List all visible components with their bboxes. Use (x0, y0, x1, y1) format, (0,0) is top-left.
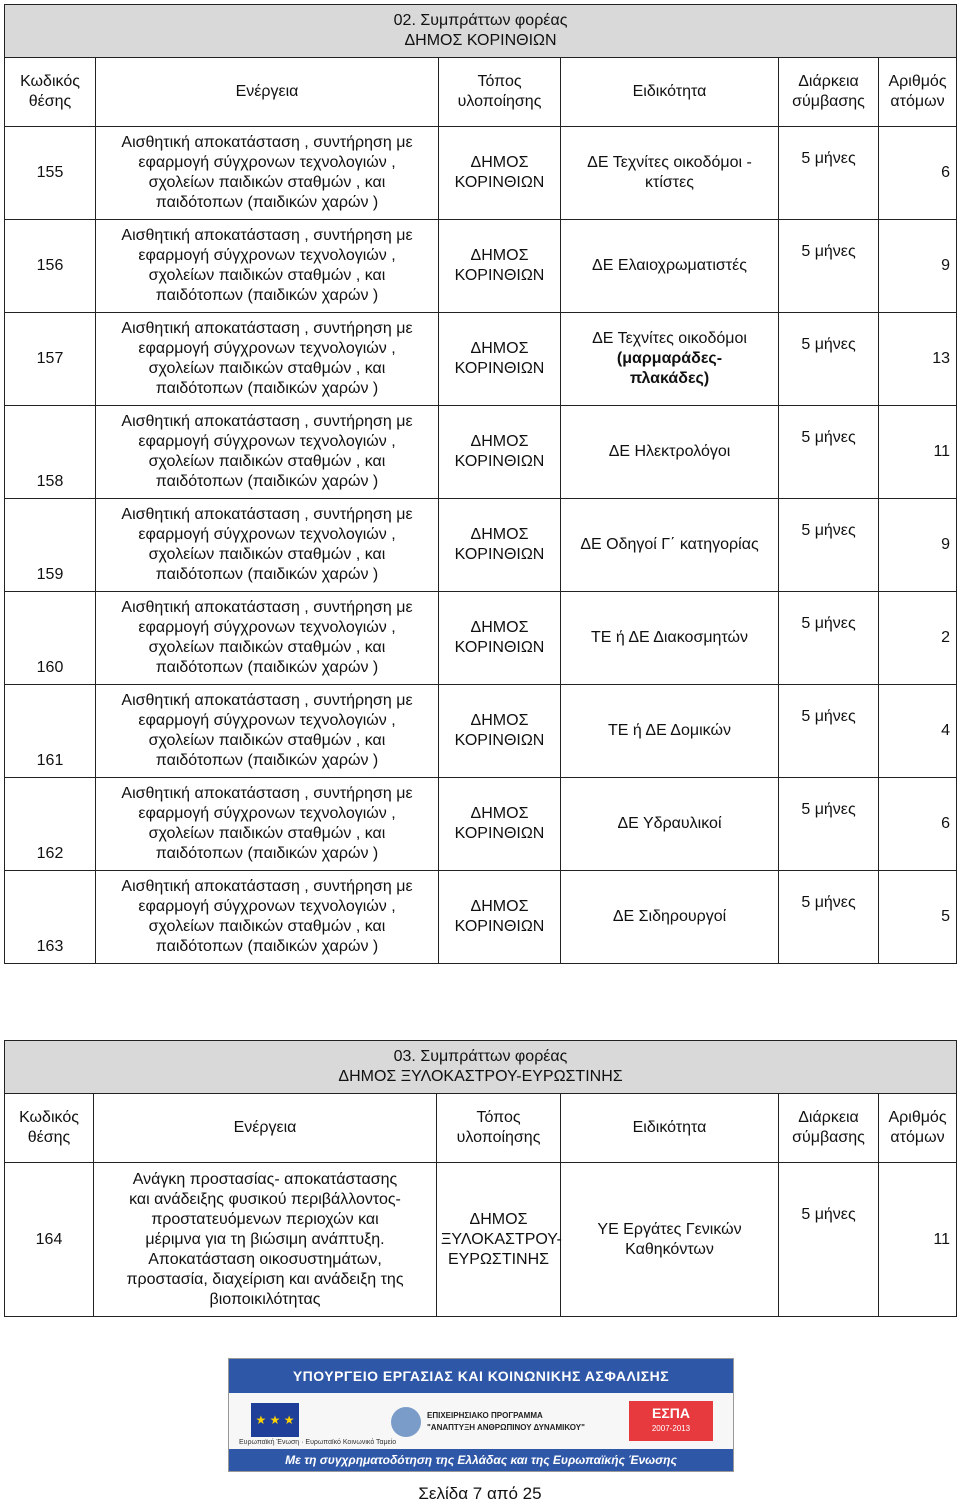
cell-action: Αισθητική αποκατάσταση , συντήρηση με εφαρμογή σύγχρονων τεχνολογιών , σχολείων παιδικών σταθμών , και παιδότοπων (παιδικών χαρών ) (96, 127, 439, 220)
cell-action: Αισθητική αποκατάσταση , συντήρηση με εφαρμογή σύγχρονων τεχνολογιών , σχολείων παιδικών σταθμών , και παιδότοπων (παιδικών χαρών ) (96, 220, 439, 313)
cell-code: 156 (5, 220, 96, 313)
cell-specialty: ΔΕ Τεχνίτες οικοδόμοι - κτίστες (561, 127, 779, 220)
table-row (5, 871, 957, 964)
cell-persons: 9 (879, 499, 957, 592)
cell-specialty: ΔΕ Τεχνίτες οικοδόμοι (μαρμαράδες- πλακάδες) (561, 313, 779, 406)
cell-duration: 5 μήνες (779, 778, 879, 871)
cell-duration: 5 μήνες (779, 127, 879, 220)
cell-persons: 5 (879, 871, 957, 964)
table-row (5, 778, 957, 871)
cell-place: ΔΗΜΟΣ ΚΟΡΙΝΘΙΩΝ (439, 778, 561, 871)
header-duration: Διάρκεια σύμβασης (779, 58, 879, 127)
cell-place: ΔΗΜΟΣ ΚΟΡΙΝΘΙΩΝ (439, 220, 561, 313)
table-row (5, 406, 957, 499)
cell-persons: 11 (879, 1163, 957, 1317)
cofund-text: Με τη συγχρηματοδότηση της Ελλάδας και της Ευρωπαϊκής Ένωσης (229, 1449, 733, 1471)
table-row (5, 499, 957, 592)
cell-code: 162 (5, 778, 96, 871)
table-row (5, 127, 957, 220)
cell-specialty: ΔΕ Ελαιοχρωματιστές (561, 220, 779, 313)
table-row (5, 592, 957, 685)
table-row (5, 313, 957, 406)
section-03-title-line1: 03. Συμπράττων φορέας (393, 1048, 568, 1065)
cell-specialty: ΔΕ Υδραυλικοί (561, 778, 779, 871)
cell-persons: 11 (879, 406, 957, 499)
cell-specialty: ΔΕ Οδηγοί Γ΄ κατηγορίας (561, 499, 779, 592)
cell-specialty: ΔΕ Σιδηρουργοί (561, 871, 779, 964)
cell-persons: 13 (879, 313, 957, 406)
cell-persons: 9 (879, 220, 957, 313)
section-02-table (4, 4, 957, 964)
cell-duration: 5 μήνες (779, 685, 879, 778)
eu-caption: Ευρωπαϊκή Ένωση · Ευρωπαϊκό Κοινωνικό Ταμείο (239, 1439, 397, 1446)
section-02-title-line1: 02. Συμπράττων φορέας (393, 12, 568, 29)
cell-persons: 2 (879, 592, 957, 685)
header-place: Τόπος υλοποίησης (437, 1094, 561, 1163)
header-place: Τόπος υλοποίησης (439, 58, 561, 127)
cell-specialty: ΤΕ ή ΔΕ Διακοσμητών (561, 592, 779, 685)
cell-code: 155 (5, 127, 96, 220)
cell-duration: 5 μήνες (779, 592, 879, 685)
cell-code: 159 (5, 499, 96, 592)
cell-code: 163 (5, 871, 96, 964)
header-duration: Διάρκεια σύμβασης (779, 1094, 879, 1163)
page-number: Σελίδα 7 από 25 (418, 1484, 542, 1503)
header-code: Κωδικός θέσης (5, 1094, 94, 1163)
banner-logos (229, 1393, 733, 1449)
header-persons: Αριθμός ατόμων (879, 58, 957, 127)
cell-persons: 6 (879, 127, 957, 220)
cell-duration: 5 μήνες (779, 406, 879, 499)
cell-place: ΔΗΜΟΣ ΚΟΡΙΝΘΙΩΝ (439, 871, 561, 964)
cell-place: ΔΗΜΟΣ ΚΟΡΙΝΘΙΩΝ (439, 406, 561, 499)
section-02-header-row (5, 58, 957, 127)
table-row (5, 685, 957, 778)
header-specialty: Ειδικότητα (561, 58, 779, 127)
section-02-title-line2: ΔΗΜΟΣ ΚΟΡΙΝΘΙΩΝ (404, 32, 557, 49)
cell-duration: 5 μήνες (779, 499, 879, 592)
cell-action: Αισθητική αποκατάσταση , συντήρηση με εφαρμογή σύγχρονων τεχνολογιών , σχολείων παιδικών σταθμών , και παιδότοπων (παιδικών χαρών ) (96, 592, 439, 685)
cell-code: 157 (5, 313, 96, 406)
section-03-header-row (5, 1094, 957, 1163)
cell-place: ΔΗΜΟΣ ΚΟΡΙΝΘΙΩΝ (439, 313, 561, 406)
cell-action: Αισθητική αποκατάσταση , συντήρηση με εφαρμογή σύγχρονων τεχνολογιών , σχολείων παιδικών σταθμών , και παιδότοπων (παιδικών χαρών ) (96, 313, 439, 406)
cell-action: Αισθητική αποκατάσταση , συντήρηση με εφαρμογή σύγχρονων τεχνολογιών , σχολείων παιδικών σταθμών , και παιδότοπων (παιδικών χαρών ) (96, 499, 439, 592)
operational-program: ΕΠΙΧΕΙΡΗΣΙΑΚΟ ΠΡΟΓΡΑΜΜΑ "ΑΝΑΠΤΥΞΗ ΑΝΘΡΩΠΙΝΟΥ ΔΥΝΑΜΙΚΟΥ" (391, 1401, 591, 1443)
op-logo-icon (391, 1407, 421, 1437)
cell-duration: 5 μήνες (779, 871, 879, 964)
cell-action: Αισθητική αποκατάσταση , συντήρηση με εφαρμογή σύγχρονων τεχνολογιών , σχολείων παιδικών σταθμών , και παιδότοπων (παιδικών χαρών ) (96, 685, 439, 778)
section-03-table (4, 1040, 957, 1317)
cell-specialty: ΤΕ ή ΔΕ Δομικών (561, 685, 779, 778)
cell-action: Αισθητική αποκατάσταση , συντήρηση με εφαρμογή σύγχρονων τεχνολογιών , σχολείων παιδικών σταθμών , και παιδότοπων (παιδικών χαρών ) (96, 871, 439, 964)
eu-flag-icon: ★ ★ ★ (251, 1403, 299, 1437)
header-action: Ενέργεια (96, 58, 439, 127)
cell-specialty: ΔΕ Ηλεκτρολόγοι (561, 406, 779, 499)
cell-place: ΔΗΜΟΣ ΚΟΡΙΝΘΙΩΝ (439, 127, 561, 220)
header-persons: Αριθμός ατόμων (879, 1094, 957, 1163)
cell-duration: 5 μήνες (779, 313, 879, 406)
section-03-title (5, 1041, 957, 1094)
cell-duration: 5 μήνες (779, 220, 879, 313)
header-action: Ενέργεια (94, 1094, 437, 1163)
cell-action: Ανάγκη προστασίας- αποκατάστασης και ανάδειξης φυσικού περιβάλλοντος- προστατευόμενων περιοχών και μέριμνα για τη βιώσιμη ανάπτυξη. Αποκατάσταση οικοσυστημάτων, προστασία, διαχείριση και ανάδειξη της βιοποικιλότητας (94, 1163, 437, 1317)
ministry-title: ΥΠΟΥΡΓΕΙΟ ΕΡΓΑΣΙΑΣ ΚΑΙ ΚΟΙΝΩΝΙΚΗΣ ΑΣΦΑΛΙΣΗΣ (229, 1359, 733, 1393)
cell-duration: 5 μήνες (779, 1163, 879, 1317)
section-03-title-line2: ΔΗΜΟΣ ΞΥΛΟΚΑΣΤΡΟΥ-ΕΥΡΩΣΤΙΝΗΣ (338, 1068, 623, 1085)
cell-persons: 6 (879, 778, 957, 871)
cell-place: ΔΗΜΟΣ ΚΟΡΙΝΘΙΩΝ (439, 685, 561, 778)
cell-code: 158 (5, 406, 96, 499)
header-code: Κωδικός θέσης (5, 58, 96, 127)
cell-code: 160 (5, 592, 96, 685)
section-02-title (5, 5, 957, 58)
header-specialty: Ειδικότητα (561, 1094, 779, 1163)
cell-persons: 4 (879, 685, 957, 778)
cell-code: 164 (5, 1163, 94, 1317)
cell-specialty: ΥΕ Εργάτες Γενικών Καθηκόντων (561, 1163, 779, 1317)
table-row (5, 220, 957, 313)
table-row (5, 1163, 957, 1317)
cell-place: ΔΗΜΟΣ ΚΟΡΙΝΘΙΩΝ (439, 499, 561, 592)
cell-place: ΔΗΜΟΣ ΚΟΡΙΝΘΙΩΝ (439, 592, 561, 685)
program-banner (228, 1358, 734, 1472)
espa-logo: ΕΣΠΑ 2007-2013 (629, 1401, 713, 1441)
cell-place: ΔΗΜΟΣ ΞΥΛΟΚΑΣΤΡΟΥ- ΕΥΡΩΣΤΙΝΗΣ (437, 1163, 561, 1317)
cell-action: Αισθητική αποκατάσταση , συντήρηση με εφαρμογή σύγχρονων τεχνολογιών , σχολείων παιδικών σταθμών , και παιδότοπων (παιδικών χαρών ) (96, 406, 439, 499)
cell-action: Αισθητική αποκατάσταση , συντήρηση με εφαρμογή σύγχρονων τεχνολογιών , σχολείων παιδικών σταθμών , και παιδότοπων (παιδικών χαρών ) (96, 778, 439, 871)
cell-code: 161 (5, 685, 96, 778)
